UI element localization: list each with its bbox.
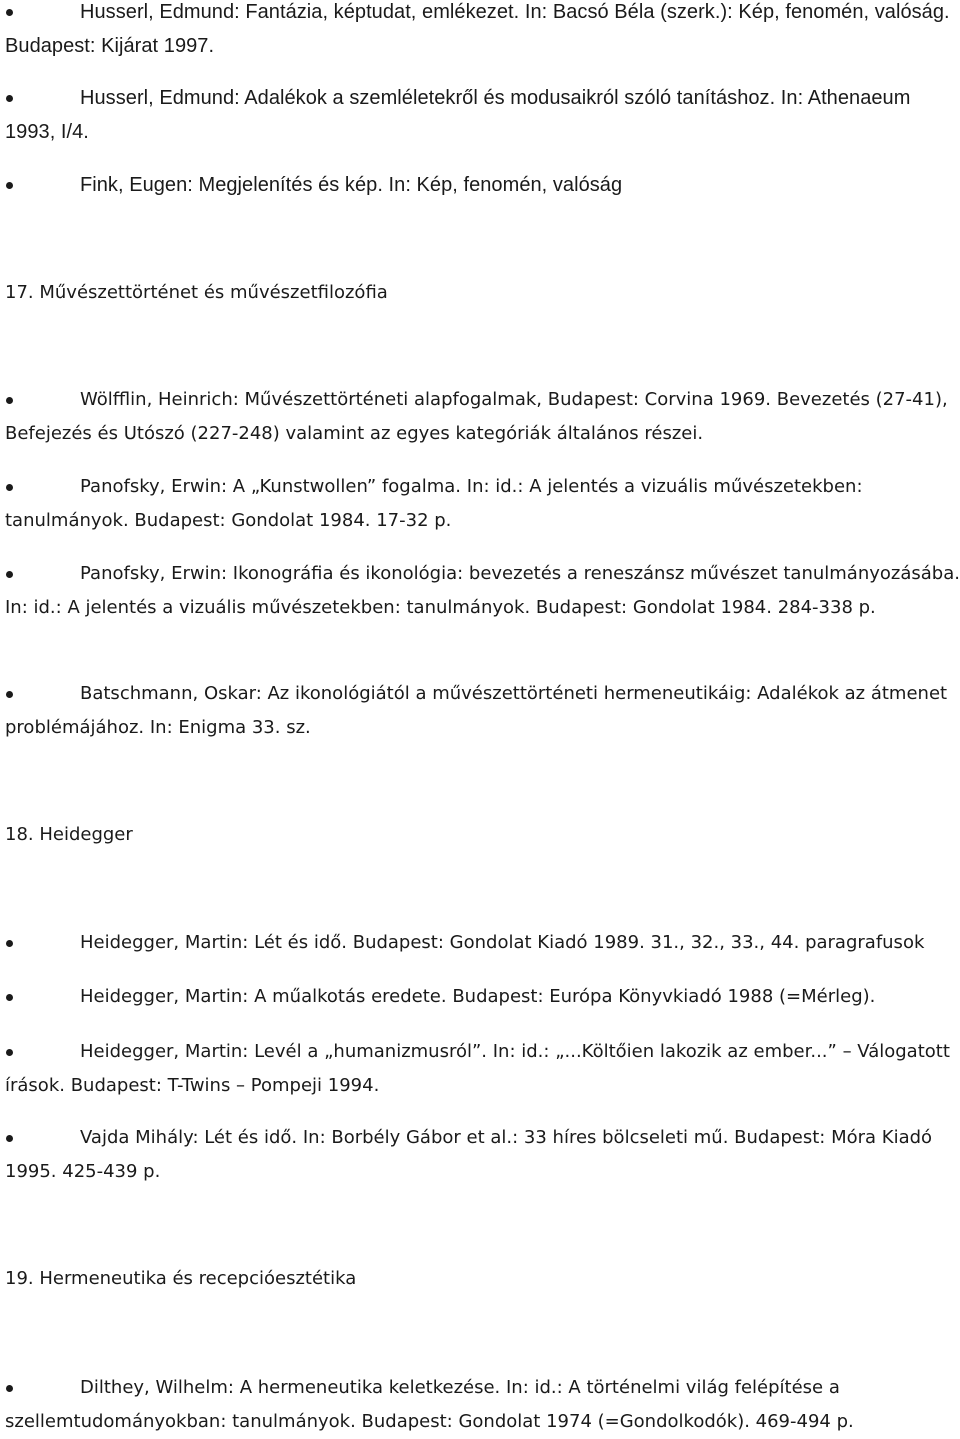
entry-text: Batschmann, Oskar: Az ikonológiától a művészettörténeti hermeneutikáig: Adalékok az átmenet problémájához. In: Enigma 33. sz. <box>5 683 948 738</box>
entry-text: Heidegger, Martin: Lét és idő. Budapest: Gondolat Kiadó 1989. 31., 32., 33., 44. paragrafusok <box>80 932 925 953</box>
section-heading: 17. Művészettörténet és művészetfilozófia <box>5 282 388 303</box>
bibliography-entry <box>5 168 960 202</box>
bibliography-entry <box>5 470 960 538</box>
bibliography-entry <box>5 980 960 1014</box>
entry-text: Wölfflin, Heinrich: Művészettörténeti alapfogalmak, Budapest: Corvina 1969. Bevezetés (27-41), Befejezés és Utószó (227-248) valamint az egyes kategóriák általános részei. <box>5 389 948 444</box>
entry-text: Dilthey, Wilhelm: A hermeneutika keletkezése. In: id.: A történelmi világ felépítése a szellemtudományokban: tanulmányok. Budapest: Gondolat 1974 (=Gondolkodók). 469-494 p. <box>5 1377 854 1432</box>
entry-text: Panofsky, Erwin: A „Kunstwollen” fogalma. In: id.: A jelentés a vizuális művészetekben: tanulmányok. Budapest: Gondolat 1984. 17-32 p. <box>5 476 863 531</box>
entry-text: Panofsky, Erwin: Ikonográfia és ikonológia: bevezetés a reneszánsz művészet tanulmányozásába. In: id.: A jelentés a vizuális művészetekben: tanulmányok. Budapest: Gondolat 1984. 284-338 p. <box>5 563 960 618</box>
entry-text: Heidegger, Martin: A műalkotás eredete. Budapest: Európa Könyvkiadó 1988 (=Mérleg). <box>80 986 876 1007</box>
bibliography-entry <box>5 0 960 63</box>
entry-text: Heidegger, Martin: Levél a „humanizmusról”. In: id.: „...Költőien lakozik az ember...” – Válogatott írások. Budapest: T-Twins – Pompeji 1994. <box>5 1041 950 1096</box>
bibliography-entry <box>5 1035 960 1103</box>
bibliography-entry <box>5 557 960 625</box>
bibliography-entry <box>5 1121 960 1189</box>
entry-text: Fink, Eugen: Megjelenítés és kép. In: Kép, fenomén, valóság <box>80 174 623 196</box>
entry-text: Husserl, Edmund: Fantázia, képtudat, emlékezet. In: Bacsó Béla (szerk.): Kép, fenomén, valóság. Budapest: Kijárat 1997. <box>5 1 950 57</box>
entry-text: Vajda Mihály: Lét és idő. In: Borbély Gábor et al.: 33 híres bölcseleti mű. Budapest: Móra Kiadó 1995. 425-439 p. <box>5 1127 933 1182</box>
entry-text: Husserl, Edmund: Adalékok a szemléletekről és modusaikról szóló tanításhoz. In: Athenaeum 1993, I/4. <box>5 87 911 143</box>
section-heading: 19. Hermeneutika és recepcióesztétika <box>5 1268 357 1289</box>
bibliography-entry <box>5 926 960 960</box>
bibliography-entry <box>5 81 960 149</box>
bibliography-entry <box>5 1371 960 1439</box>
bibliography-entry <box>5 677 960 745</box>
bibliography-entry <box>5 383 960 451</box>
section-heading: 18. Heidegger <box>5 824 133 845</box>
